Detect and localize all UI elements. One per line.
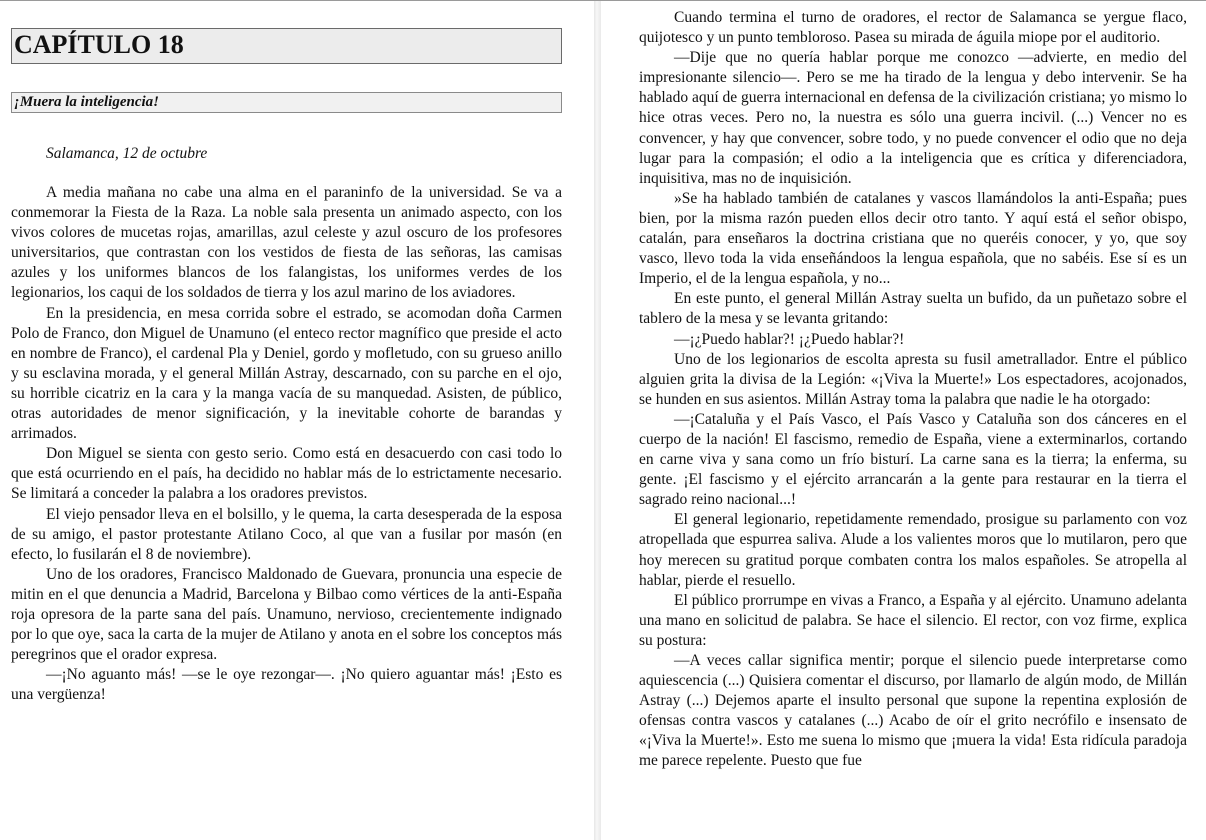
paragraph: Uno de los oradores, Francisco Maldonado de Guevara, pronuncia una especie de mitin en el que denuncia a Madrid, Barcelona y Bilbao como vértices de la anti-España roja opresora de la parte sana del país. Unamuno, nervioso, crecientemente indignado por lo que oye, saca la carta de la mujer de Atilano y anota en el sobre los conceptos más peregrinos que el orador expresa. xyxy=(11,565,562,664)
paragraph: —¡¿Puedo hablar?! ¡¿Puedo hablar?! xyxy=(674,330,905,348)
paragraph: En este punto, el general Millán Astray suelta un bufido, da un puñetazo sobre el tablero de la mesa y se levanta gritando: xyxy=(639,290,1187,328)
left-page xyxy=(0,1,594,840)
paragraph: —Dije que no quería hablar porque me conozco —advierte, en medio del impresionante silencio—. Pero se me ha tirado de la lengua y debo intervenir. Se ha hablado aquí de guerra internacional en defensa de la civilización cristiana; yo mismo lo hice otras veces. Pero no, la nuestra es sólo una guerra incivil. (...) Vencer no es convencer, y hay que convencer, sobre todo, y no puede convencer el odio que no deja lugar para la compasión; el odio a la inteligencia que es crítica y diferenciadora, inquisitiva, mas no de inquisición. xyxy=(639,49,1187,187)
paragraph: El viejo pensador lleva en el bolsillo, y le quema, la carta desesperada de la esposa de su amigo, el pastor protestante Atilano Coco, al que van a fusilar por masón (en efecto, lo fusilarán el 8 de noviembre). xyxy=(11,505,562,563)
page-gutter xyxy=(594,1,601,840)
left-page-body xyxy=(11,183,562,705)
paragraph: En la presidencia, en mesa corrida sobre el estrado, se acomodan doña Carmen Polo de Franco, don Miguel de Unamuno (el enteco rector magnífico que preside el acto en nombre de Franco), el cardenal Pla y Deniel, gordo y mofletudo, con su grueso anillo y su esclavina morada, y el general Millán Astray, descarnado, con su parche en el ojo, su horrible cicatriz en la cara y la manga vacía de su manquedad. Asisten, de público, otras autoridades de menor significación, y la inevitable cohorte de barandas y arrimados. xyxy=(11,304,562,443)
chapter-subtitle: ¡Muera la inteligencia! xyxy=(11,92,562,113)
right-page-body xyxy=(639,8,1187,772)
paragraph: A media mañana no cabe una alma en el paraninfo de la universidad. Se va a conmemorar la Fiesta de la Raza. La noble sala presenta un animado aspecto, con los vivos colores de mucetas rojas, amarillas, azul celeste y azul oscuro de los profesores universitarios, que contrastan con los vestidos de fiesta de las señoras, las camisas azules y los uniformes blancos de los falangistas, los uniformes verdes de los legionarios, los caqui de los soldados de tierra y los azul marino de los aviadores. xyxy=(11,184,562,302)
right-page xyxy=(601,1,1206,840)
paragraph: —¡No aguanto más! —se le oye rezongar—. ¡No quiero aguantar más! ¡Esto es una vergüenza! xyxy=(11,666,562,704)
paragraph: El público prorrumpe en vivas a Franco, a España y al ejército. Unamuno adelanta una mano en solicitud de palabra. Se hace el silencio. El rector, con voz firme, explica su postura: xyxy=(639,591,1187,649)
paragraph: El general legionario, repetidamente remendado, prosigue su parlamento con voz atropellada que espurrea saliva. Alude a los valientes moros que lo mutilaron, pero que hoy merecen su gratitud porque combaten contra los malos españoles. Se atropella al hablar, pierde el resuello. xyxy=(639,511,1187,589)
paragraph: —A veces callar significa mentir; porque el silencio puede interpretarse como aquiescencia (...) Quisiera comentar el discurso, por llamarlo de algún modo, de Millán Astray (...) Dejemos aparte el insulto personal que supone la repentina explosión de ofensas contra vascos y catalanes (...) Acabo de oír el grito necrófilo e insensato de «¡Viva la Muerte!». Esto me suena lo mismo que ¡muera la vida! Esta ridícula paradoja me parece repelente. Puesto que fue xyxy=(639,652,1187,770)
chapter-title: CAPÍTULO 18 xyxy=(11,28,562,64)
dateline: Salamanca, 12 de octubre xyxy=(46,145,208,162)
paragraph: Uno de los legionarios de escolta apresta su fusil ametrallador. Entre el público alguien grita la divisa de la Legión: «¡Viva la Muerte!» Los espectadores, acojonados, se hunden en sus asientos. Millán Astray toma la palabra que nadie le ha otorgado: xyxy=(639,350,1187,408)
paragraph: —¡Cataluña y el País Vasco, el País Vasco y Cataluña son dos cánceres en el cuerpo de la nación! El fascismo, remedio de España, viene a exterminarlos, cortando en carne viva y sana como un frío bisturí. La carne sana es la tierra; la enferma, su gente. ¡El fascismo y el ejército arrancarán a la gente para restaurar en la tierra el sagrado reino nacional...! xyxy=(639,410,1187,509)
paragraph: Cuando termina el turno de oradores, el rector de Salamanca se yergue flaco, quijotesco y un punto tembloroso. Pasea su mirada de águila miope por el auditorio. xyxy=(639,9,1187,47)
paragraph: »Se ha hablado también de catalanes y vascos llamándolos la anti-España; pues bien, por la misma razón pueden ellos decir otro tanto. Y aquí está el señor obispo, catalán, para enseñaros la doctrina cristiana que no queréis conocer, y yo, que soy vasco, llevo toda la vida enseñándoos la lengua española, que no sabéis. Ese sí es un Imperio, el de la lengua española, y no... xyxy=(639,189,1187,288)
paragraph: Don Miguel se sienta con gesto serio. Como está en desacuerdo con casi todo lo que está ocurriendo en el país, ha decidido no hablar más de lo estrictamente necesario. Se limitará a conceder la palabra a los oradores previstos. xyxy=(11,445,562,503)
